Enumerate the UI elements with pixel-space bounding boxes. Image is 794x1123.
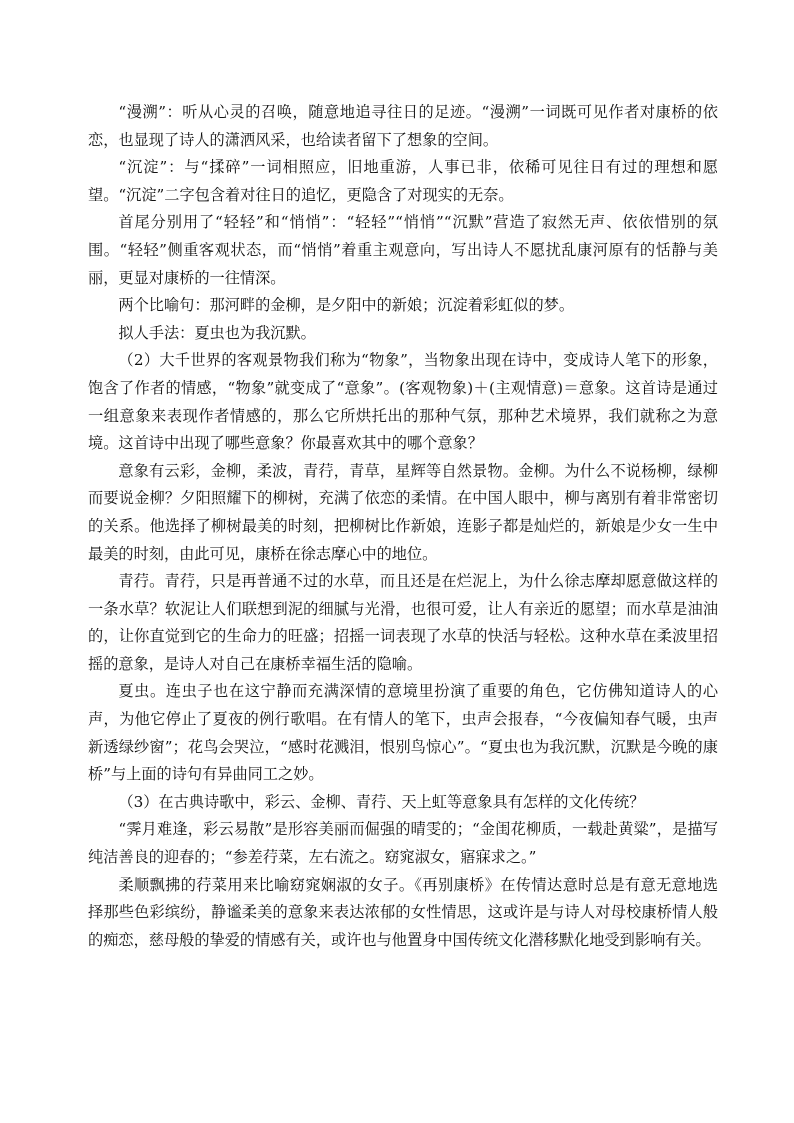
paragraph-manshuo: “漫溯”：听从心灵的召唤，随意地追寻往日的足迹。“漫溯”一词既可见作者对康桥的依恋，也显现了诗人的潇洒风采，也给读者留下了想象的空间。 [88, 103, 718, 149]
paragraph-qingxing: 青荇。青荇，只是再普通不过的水草，而且还是在烂泥上，为什么徐志摩却愿意做这样的一条水草？软泥让人们联想到泥的细腻与光滑，也很可爱，让人有亲近的愿望；而水草是油油的，让你直觉到它的生命力的旺盛；招摇一词表现了水草的快活与轻松。这种水草在柔波里招摇的意象，是诗人对自己在康桥幸福生活的隐喻。 [88, 572, 718, 673]
paragraph-qingqing-qiaoqiao: 首尾分别用了“轻轻”和“悄悄”：“轻轻”“悄悄”“沉默”营造了寂然无声、依依惜别的氛围。“轻轻”侧重客观状态，而“悄悄”着重主观意向，写出诗人不愿扰乱康河原有的恬静与美丽，更显对康桥的一往情深。 [88, 213, 718, 287]
paragraph-xiachong: 夏虫。连虫子也在这宁静而充满深情的意境里扮演了重要的角色，它仿佛知道诗人的心声，为他它停止了夏夜的例行歌唱。在有情人的笔下，虫声会报春，“今夜偏知春气暖，虫声新透绿纱窗”；花鸟会哭泣，“感时花溅泪，恨别鸟惊心”。“夏虫也为我沉默，沉默是今晚的康桥”与上面的诗句有异曲同工之妙。 [88, 682, 718, 784]
paragraph-xingcai-conclusion: 柔顺飘拂的荇菜用来比喻窈窕娴淑的女子。《再别康桥》在传情达意时总是有意无意地选择那些色彩缤纷，静谧柔美的意象来表达浓郁的女性情思，这或许是与诗人对母校康桥情人般的痴恋，慈母般的挚爱的情感有关，或许也与他置身中国传统文化潜移默化地受到影响有关。 [88, 875, 718, 949]
paragraph-personification: 拟人手法：夏虫也为我沉默。 [118, 323, 316, 342]
paragraph-jinliu: 意象有云彩，金柳，柔波，青荇，青草，星辉等自然景物。金柳。为什么不说杨柳，绿柳而要说金柳？夕阳照耀下的柳树，充满了依恋的柔情。在中国人眼中，柳与离别有着非常密切的关系。他选择了柳树最美的时刻，把柳树比作新娘，连影子都是灿烂的，新娘是少女一生中最美的时刻，由此可见，康桥在徐志摩心中的地位。 [88, 461, 718, 563]
paragraph-metaphors: 两个比喻句：那河畔的金柳，是夕阳中的新娘；沉淀着彩虹似的梦。 [118, 296, 575, 315]
paragraph-chendian: “沉淀”：与“揉碎”一词相照应，旧地重游，人事已非，依稀可见往日有过的理想和愿望。“沉淀”二字包含着对往日的追忆，更隐含了对现实的无奈。 [88, 158, 718, 204]
paragraph-classical-quotes: “霁月难逢，彩云易散”是形容美丽而倔强的晴雯的；“金闺花柳质，一载赴黄粱”，是描写纯洁善良的迎春的；“参差荇菜，左右流之。窈窕淑女，寤寐求之。” [88, 820, 718, 867]
paragraph-question-3: （3）在古典诗歌中，彩云、金柳、青荇、天上虹等意象具有怎样的文化传统？ [118, 792, 645, 811]
paragraph-question-2: （2）大千世界的客观景物我们称为“物象”，当物象出现在诗中，变成诗人笔下的形象，饱含了作者的情感，“物象”就变成了“意象”。(客观物象)＋(主观情意)＝意象。这首诗是通过一组意象来表现作者情感的，那么它所烘托出的那种气氛，那种艺术境界，我们就称之为意境。这首诗中出现了哪些意象？你最喜欢其中的哪个意象？ [88, 351, 718, 453]
document-body [88, 99, 718, 954]
